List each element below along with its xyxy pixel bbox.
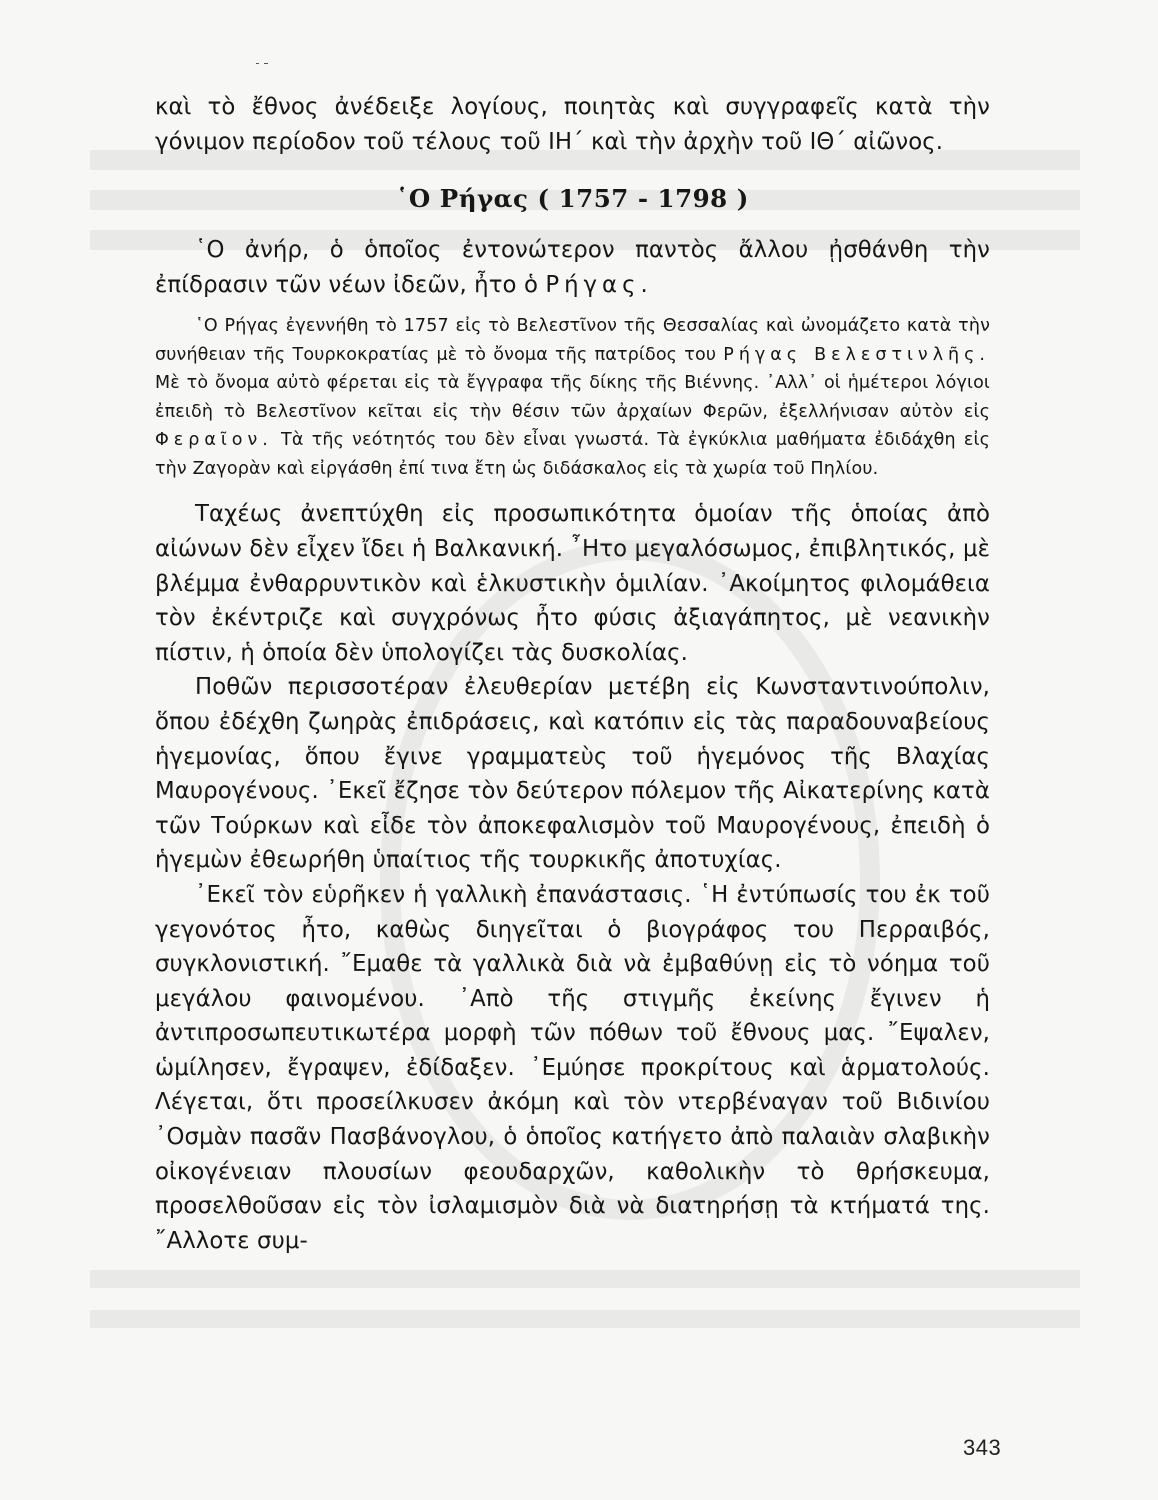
body-paragraph: ᾿Εκεῖ τὸν εὑρῆκεν ἡ γαλλικὴ ἐπανάστασις. ῾Η ἐντύπωσίς του ἐκ τοῦ γεγονότος ἦτο, καθὼς διηγεῖται ὁ βιογράφος του Περραιβός, συγκλονιστική. ῎Εμαθε τὰ γαλλικὰ διὰ νὰ ἐμβαθύνῃ εἰς τὸ νόημα τοῦ μεγάλου φαινομένου. ᾿Απὸ τῆς στιγμῆς ἐκείνης ἔγινεν ἡ ἀντιπροσωπευτικωτέρα μορφὴ τῶν πόθων τοῦ ἔθνους μας. ῎Εψαλεν, ὡμίλησεν, ἔγραψεν, ἐδίδαξεν. ᾿Εμύησε προκρίτους καὶ ἁρματολούς. Λέγεται, ὅτι προσείλκυσεν ἀκόμη καὶ τὸν ντερβέναγαν τοῦ Βιδινίου ᾿Οσμὰν πασᾶν Πασβάνογλου, ὁ ὁποῖος κατήγετο ἀπὸ παλαιὰν σλαβικὴν οἰκογένειαν πλουσίων φεουδαρχῶν, καθολικὴν τὸ θρήσκευμα, προσελθοῦσαν εἰς τὸν ἰσλαμισμὸν διὰ νὰ διατηρήσῃ τὰ κτήματά της. ῎Αλλοτε συμ- bbox=[155, 881, 990, 1254]
spacer bbox=[155, 483, 990, 497]
body-paragraph: Ποθῶν περισσοτέραν ἐλευθερίαν μετέβη εἰς Κωνσταντινούπολιν, ὅπου ἐδέχθη ζωηρὰς ἐπιδράσεις, καὶ κατόπιν εἰς τὰς παραδουναβείους ἡγεμονίας, ὅπου ἔγινε γραμματεὺς τοῦ ἡγεμόνος τῆς Βλαχίας Μαυρογένους. ᾿Εκεῖ ἔζησε τὸν δεύτερον πόλεμον τῆς Αἰκατερίνης κατὰ τῶν Τούρκων καὶ εἶδε τὸν ἀποκεφαλισμὸν τοῦ Μαυρογένους, ἐπειδὴ ὁ ἡγεμὼν ἐθεωρήθη ὑπαίτιος τῆς τουρκικῆς ἀποτυχίας. bbox=[155, 674, 990, 874]
biographical-note bbox=[155, 312, 990, 483]
section-heading: ῾Ο Ρήγας ( 1757 - 1798 ) bbox=[396, 184, 749, 214]
note-name-spaced-2: Φεραῖον. bbox=[155, 430, 273, 451]
note-part-1: ῾Ο Ρήγας ἐγεννήθη τὸ 1757 εἰς τὸ Βελεστῖνον τῆς Θεσσαλίας καὶ ὠνομάζετο κατὰ τὴν συνήθειαν τῆς Τουρκοκρατίας μὲ τὸ ὄνομα τῆς πατρίδος του bbox=[155, 316, 990, 365]
page-number: 343 bbox=[963, 1435, 1002, 1460]
intro-name-spaced: Ρήγας. bbox=[545, 271, 653, 298]
spacer bbox=[155, 302, 990, 312]
intro-paragraph bbox=[155, 233, 990, 302]
note-part-2: Μὲ τὸ ὄνομα αὐτὸ φέρεται εἰς τὰ ἔγγραφα τῆς δίκης τῆς Βιέννης. ᾿Αλλ᾽ οἱ ἡμέτεροι λόγιοι ἐπειδὴ τὸ Βελεστῖνον κεῖται εἰς τὴν θέσιν τῶν ἀρχαίων Φερῶν, ἐξελλήνισαν αὐτὸν εἰς bbox=[155, 373, 990, 422]
scan-speck bbox=[264, 63, 268, 64]
intro-text: ῾Ο ἀνήρ, ὁ ὁποῖος ἐντονώτερον παντὸς ἄλλου ᾐσθάνθη τὴν ἐπίδρασιν τῶν νέων ἰδεῶν, ἦτο ὁ bbox=[155, 237, 990, 298]
body-paragraph: Ταχέως ἀνεπτύχθη εἰς προσωπικότητα ὁμοίαν τῆς ὁποίας ἀπὸ αἰώνων δὲν εἶχεν ἴδει ἡ Βαλκανική. ῏Ητο μεγαλόσωμος, ἐπιβλητικός, μὲ βλέμμα ἐνθαρρυντικὸν καὶ ἑλκυστικὴν ὁμιλίαν. ᾿Ακοίμητος φιλομάθεια τὸν ἐκέντριζε καὶ συγχρόνως ἦτο φύσις ἀξιαγάπητος, μὲ νεανικὴν πίστιν, ἡ ὁποία δὲν ὑπολογίζει τὰς δυσκολίας. bbox=[155, 501, 990, 666]
note-part-3: Τὰ τῆς νεότητός του δὲν εἶναι γνωστά. Τὰ ἐγκύκλια μαθήματα ἐδιδάχθη εἰς τὴν Ζαγορὰν καὶ εἰργάσθη ἐπί τινα ἔτη ὡς διδάσκαλος εἰς τὰ χωρία τοῦ Πηλίου. bbox=[155, 430, 991, 479]
scan-speck bbox=[256, 63, 259, 64]
opening-paragraph: καὶ τὸ ἔθνος ἀνέδειξε λογίους, ποιητὰς καὶ συγγραφεῖς κατὰ τὴν γόνιμον περίοδον τοῦ τέλους τοῦ ΙΗ΄ καὶ τὴν ἀρχὴν τοῦ ΙΘ΄ αἰῶνος. bbox=[155, 94, 990, 155]
book-page bbox=[155, 90, 990, 1258]
note-name-spaced-1: Ρήγας Βελεστινλῆς. bbox=[723, 344, 990, 365]
